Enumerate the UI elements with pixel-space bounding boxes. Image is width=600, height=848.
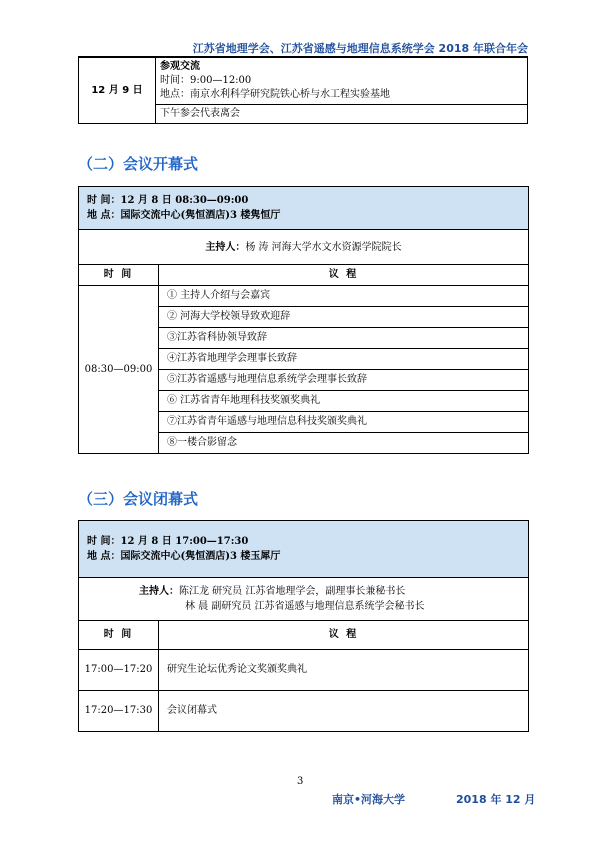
opening-section-title: （二）会议开幕式 bbox=[78, 155, 199, 173]
opening-info bbox=[79, 187, 529, 230]
closing-host-line2: 林 晨 副研究员 江苏省遥感与地理信息系统学会秘书长 bbox=[185, 601, 425, 612]
day9-activity-cell bbox=[156, 58, 528, 105]
opening-agenda-item: ③江苏省科协领导致辞 bbox=[159, 328, 529, 349]
opening-agenda-item: ④江苏省地理学会理事长致辞 bbox=[159, 349, 529, 370]
opening-table bbox=[78, 186, 529, 454]
closing-row-time: 17:00—17:20 bbox=[79, 650, 159, 691]
closing-col-time: 时 间 bbox=[79, 621, 159, 650]
closing-section-title: （三）会议闭幕式 bbox=[78, 490, 199, 508]
closing-col-agenda: 议 程 bbox=[159, 621, 529, 650]
page-number: 3 bbox=[297, 776, 304, 787]
opening-time-range: 08:30—09:00 bbox=[79, 286, 159, 454]
footer-org: 南京•河海大学 bbox=[332, 793, 406, 806]
day9-place: 地点：南京水利科学研究院铁心桥与水工程实验基地 bbox=[160, 89, 390, 100]
opening-agenda-item: ⑥ 江苏省青年地理科技奖颁奖典礼 bbox=[159, 391, 529, 412]
schedule-day9-table bbox=[78, 57, 528, 124]
opening-agenda-item: ⑤江苏省遥感与地理信息系统学会理事长致辞 bbox=[159, 370, 529, 391]
day9-activity: 参观交流 bbox=[160, 61, 200, 72]
opening-agenda-item: ⑧一楼合影留念 bbox=[159, 433, 529, 454]
closing-host-row bbox=[79, 578, 529, 621]
closing-host-label: 主持人： bbox=[139, 586, 179, 597]
running-header: 江苏省地理学会、江苏省遥感与地理信息系统学会 2018 年联合年会 bbox=[192, 42, 528, 55]
opening-place: 地 点：国际交流中心(隽恒酒店)3 楼隽恒厅 bbox=[87, 210, 281, 221]
opening-agenda-item: ② 河海大学校领导致欢迎辞 bbox=[159, 307, 529, 328]
closing-row-time: 17:20—17:30 bbox=[79, 691, 159, 732]
opening-host-text: 杨 涛 河海大学水文水资源学院院长 bbox=[245, 241, 402, 253]
closing-info bbox=[79, 521, 529, 578]
opening-col-time: 时 间 bbox=[79, 265, 159, 286]
closing-place: 地 点：国际交流中心(隽恒酒店)3 楼玉犀厅 bbox=[87, 551, 281, 562]
day9-date: 12 月 9 日 bbox=[79, 58, 156, 124]
closing-table bbox=[78, 520, 529, 732]
closing-host-line1: 陈江龙 研究员 江苏省地理学会，副理事长兼秘书长 bbox=[179, 586, 406, 597]
opening-host-row bbox=[79, 230, 529, 265]
day9-afternoon: 下午参会代表离会 bbox=[156, 105, 528, 124]
opening-col-agenda: 议 程 bbox=[159, 265, 529, 286]
day9-time: 时间：9:00—12:00 bbox=[160, 75, 252, 86]
opening-time: 时 间：12 月 8 日 08:30—09:00 bbox=[87, 195, 249, 206]
closing-time: 时 间：12 月 8 日 17:00—17:30 bbox=[87, 536, 249, 547]
opening-host-label: 主持人： bbox=[205, 241, 246, 253]
closing-row-agenda: 研究生论坛优秀论文奖颁奖典礼 bbox=[159, 650, 529, 691]
opening-agenda-item: ① 主持人介绍与会嘉宾 bbox=[159, 286, 529, 307]
opening-agenda-item: ⑦江苏省青年遥感与地理信息科技奖颁奖典礼 bbox=[159, 412, 529, 433]
footer-date: 2018 年 12 月 bbox=[456, 793, 536, 806]
closing-row-agenda: 会议闭幕式 bbox=[159, 691, 529, 732]
